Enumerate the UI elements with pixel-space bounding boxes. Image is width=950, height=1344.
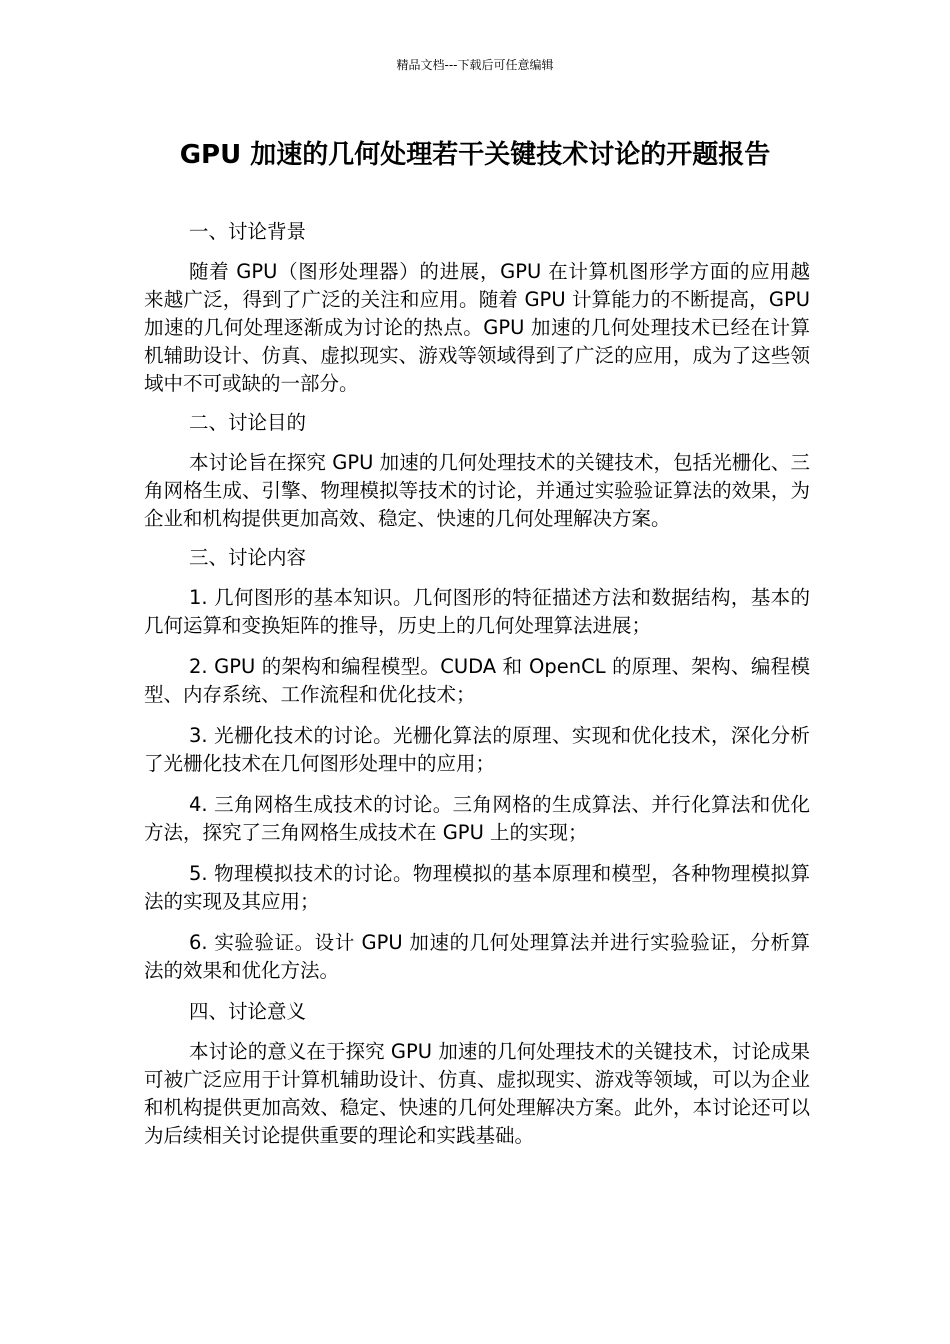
content-item: 2. GPU 的架构和编程模型。CUDA 和 OpenCL 的原理、架构、编程模型、内存系统、工作流程和优化技术； [144,655,810,706]
document-title: GPU 加速的几何处理若干关键技术讨论的开题报告 [179,140,771,170]
content-item: 3. 光栅化技术的讨论。光栅化算法的原理、实现和优化技术，深化分析了光栅化技术在几何图形处理中的应用； [144,724,810,775]
header-note: 精品文档---下载后可任意编辑 [396,58,554,72]
content-item: 5. 物理模拟技术的讨论。物理模拟的基本原理和模型，各种物理模拟算法的实现及其应用； [144,862,810,913]
purpose-paragraph: 本讨论旨在探究 GPU 加速的几何处理技术的关键技术，包括光栅化、三角网格生成、引擎、物理模拟等技术的讨论，并通过实验验证算法的效果，为企业和机构提供更加高效、稳定、快速的几何处理解决方案。 [144,451,810,530]
content-item: 4. 三角网格生成技术的讨论。三角网格的生成算法、并行化算法和优化方法，探究了三角网格生成技术在 GPU 上的实现； [144,793,810,844]
section-heading-content: 三、讨论内容 [189,546,307,569]
section-heading-background: 一、讨论背景 [189,220,307,243]
significance-paragraph: 本讨论的意义在于探究 GPU 加速的几何处理技术的关键技术，讨论成果可被广泛应用于计算机辅助设计、仿真、虚拟现实、游戏等领域，可以为企业和机构提供更加高效、稳定、快速的几何处理解决方案。此外，本讨论还可以为后续相关讨论提供重要的理论和实践基础。 [144,1040,810,1147]
section-heading-purpose: 二、讨论目的 [189,411,307,434]
section-heading-significance: 四、讨论意义 [189,1000,307,1023]
content-item: 1. 几何图形的基本知识。几何图形的特征描述方法和数据结构，基本的几何运算和变换矩阵的推导，历史上的几何处理算法进展； [144,586,810,637]
background-paragraph: 随着 GPU（图形处理器）的进展，GPU 在计算机图形学方面的应用越来越广泛，得到了广泛的关注和应用。随着 GPU 计算能力的不断提高，GPU 加速的几何处理逐渐成为讨论的热点。GPU 加速的几何处理技术已经在计算机辅助设计、仿真、虚拟现实、游戏等领域得到了广泛的应用，成为了这些领域中不可或缺的一部分。 [144,260,810,395]
content-item: 6. 实验验证。设计 GPU 加速的几何处理算法并进行实验验证，分析算法的效果和优化方法。 [144,931,810,982]
document-body [144,218,810,1161]
